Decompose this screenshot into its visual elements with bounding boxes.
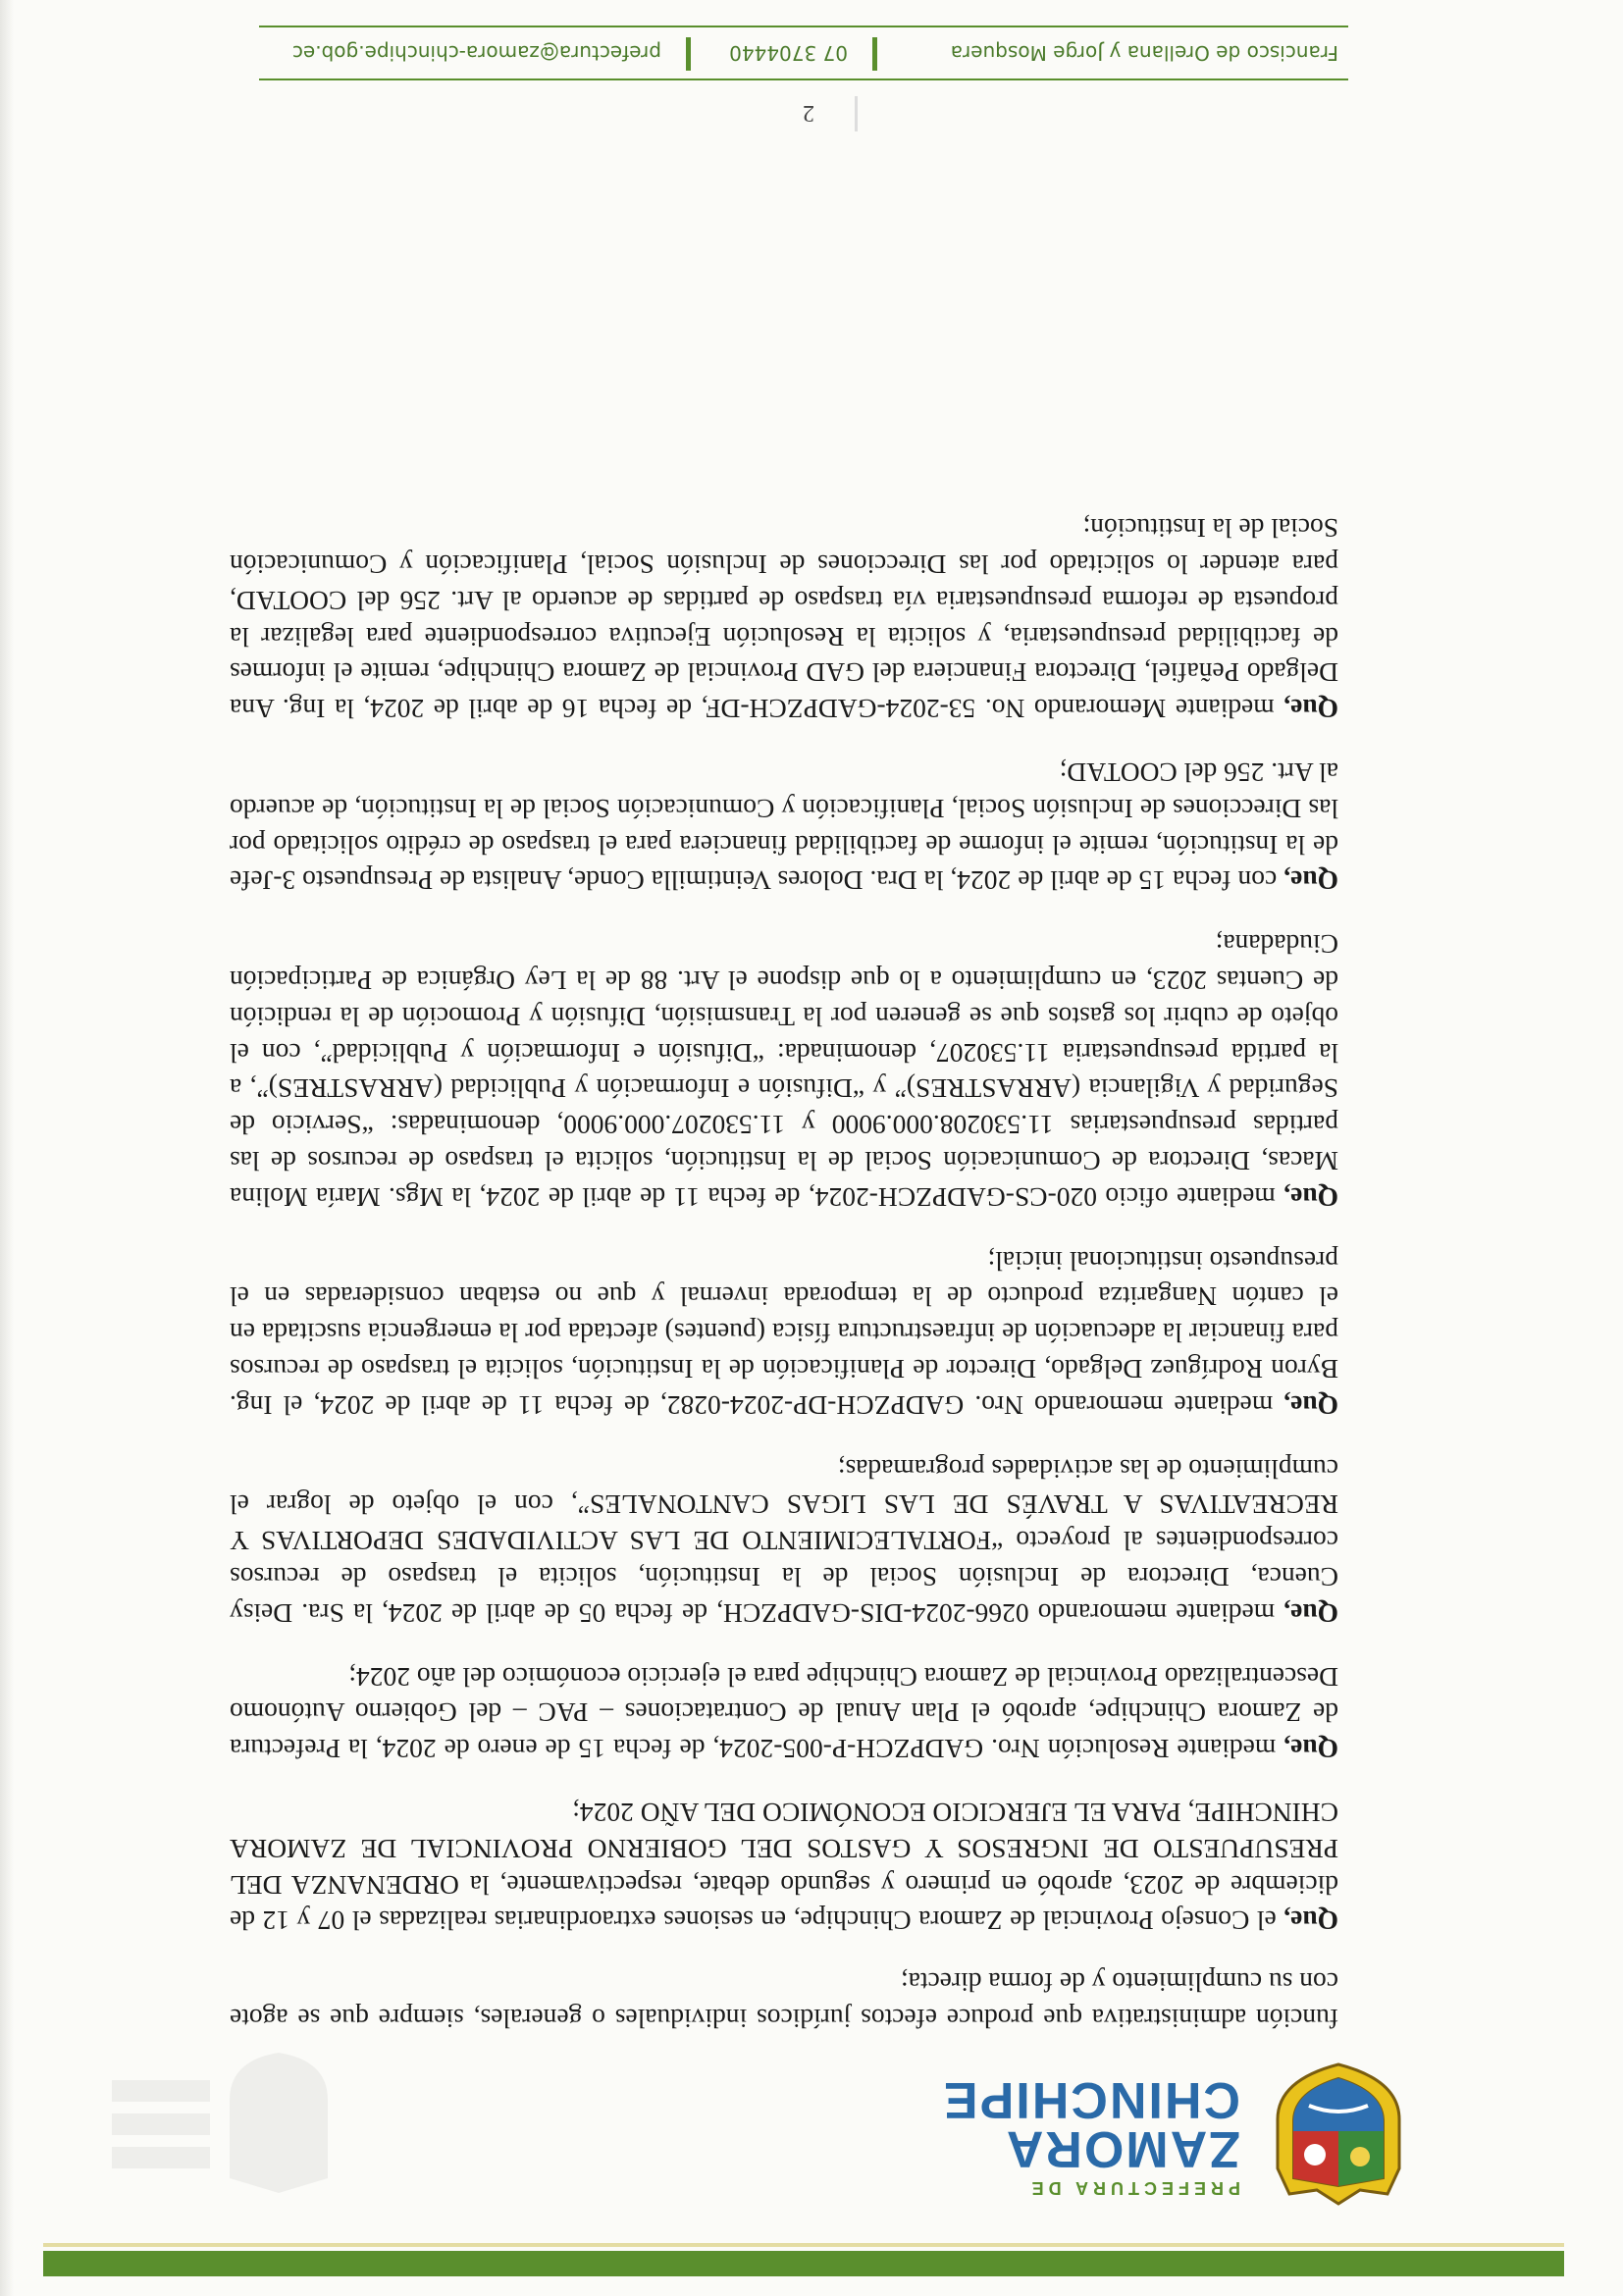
logo-chinchipe: CHINCHIPE [941, 2071, 1240, 2128]
paragraph-lead: Que, [1283, 1389, 1338, 1421]
paragraph-informe-presupuesto [230, 754, 1338, 898]
paragraph-lead: Que, [1283, 1734, 1338, 1765]
paragraph-text: mediante Memorando No. 53-2024-GADPZCH-DF, de fecha 16 de abril de 2024, la Ing. Ana Delgado Peñafiel, Directora Financiera del GAD Provincial de Zamora Chinchipe, remite el informes de factibilidad presupuestaria, y solicita la Resolución Ejecutiva correspondiente para legalizar la propuesta de reforma presupuestaria vía traspaso de partidas de acuerdo al Art. 256 del COOTAD, para atender lo solicitado por las Direcciones de Inclusión Social, Planificación y Comunicación Social de la Institución; [230, 513, 1338, 725]
document-body [230, 483, 1338, 2036]
footer-top-rule [259, 78, 1348, 80]
footer [269, 22, 1338, 80]
paragraph-lead: Que, [1283, 1181, 1338, 1213]
paragraph-lead: Que, [1283, 865, 1338, 897]
bleed-through-logo-icon [102, 2051, 347, 2198]
footer-separator [872, 37, 877, 71]
page-edge-shadow [0, 0, 14, 2296]
page-number-mark [855, 96, 858, 131]
paragraph-text: el Consejo Provincial de Zamora Chinchipe, en sesiones extraordinarias realizadas el 07 y 12 de diciembre de 2023, aprobó en primero y segundo debate, respectivamente, la ORDENANZA DEL PRESUPUESTO DE INGRESOS Y GASTOS DEL GOBIERNO PROVINCIAL DE ZAMORA CHINCHIPE, PARA EL EJERCICIO ECONÓMICO DEL AÑO 2024; [230, 1798, 1338, 1937]
paragraph-oficio-comunicacion [230, 925, 1338, 1214]
paragraph-lead: Que, [1283, 1905, 1338, 1937]
paragraph-intro [230, 1963, 1338, 2036]
header-accent-strip [43, 2243, 1564, 2247]
paragraph-text: función administrativa que produce efectos jurídicos individuales o generales, siempre que se agote con su cumplimiento y de forma directa; [230, 1967, 1338, 2034]
header-green-bar [43, 2251, 1564, 2276]
paragraph-text: mediante memorando Nro. GADPZCH-DP-2024-0282, de fecha 11 de abril de 2024, el Ing. Byron Rodríguez Delgado, Director de Planificación de la Institución, solicita el traspaso de recursos para financiar la adecuación de infraestructura física (puentes) afectada por la emergencia suscitada en el cantón Nangaritza producto de la temporada invernal y que no estaban consideradas en el presupuesto institucional inicial; [230, 1245, 1338, 1421]
paragraph-lead: Que, [1283, 1597, 1338, 1629]
logo-prefectura-de: PREFECTURA DE [1026, 2178, 1240, 2198]
prefectura-logo [818, 2061, 1407, 2208]
logo-zamora: ZAMORA [1004, 2120, 1240, 2177]
paragraph-memorando-planificacion [230, 1242, 1338, 1423]
footer-address: Francisco de Orellana y Jorge Mosquera [950, 41, 1338, 65]
paragraph-text: con fecha 15 de abril de 2024, la Dra. Dolores Veintimilla Conde, Analista de Presupuesto 3-Jefe de la Institución, remite el informe de factibilidad financiera para el traspaso de crédito solicitado por las Direcciones de Inclusión Social, Planificación y Comunicación Social de la Institución, de acuerdo al Art. 256 del COOTAD; [230, 757, 1338, 897]
footer-phone: 07 3704440 [729, 41, 848, 65]
paragraph-text: mediante oficio 020-CS-GADPZCH-2024, de fecha 11 de abril de 2024, la Mgs. María Molina Macas, Directora de Comunicación Social de la Institución, solicita el traspaso de recursos de las partidas presupuestarias 11.530208.000.9000 y 11.530207.000.9000, denominadas: “Servicio de Seguridad y Vigilancia (ARRASTRES)” y “Difusión e Información y Publicidad (ARRASTRES)”, a la partida presupuestaria 11.530207, denominada: “Difusión e Información y Publicidad”, con el objeto de cubrir los gastos que se generen por la Transmisión, Difusión y Promoción de la rendición de Cuentas 2023, en cumplimiento a lo que dispone el Art. 88 de la Ley Orgánica de Participación Ciudadana; [230, 929, 1338, 1213]
paragraph-consejo [230, 1794, 1338, 1938]
paragraph-memorando-inclusion [230, 1450, 1338, 1631]
footer-email: prefectura@zamora-chinchipe.gob.ec [291, 41, 661, 65]
paragraph-text: mediante memorando 0266-2024-DIS-GADPZCH, de fecha 05 de abril de 2024, la Sra. Deisy Cuenca, Directora de Inclusión Social de la Institución, solicita el traspaso de recursos correspondientes al proyecto “FORTALECIMIENTO DE LAS ACTIVIDADES DEPORTIVAS Y RECREATIVAS A TRAVÉS DE LAS LIGAS CANTONALES”, con el objeto de lograr el cumplimiento de las actividades programadas; [230, 1453, 1338, 1629]
coat-of-arms-icon [1270, 2061, 1407, 2208]
page-number: 2 [803, 100, 814, 126]
paragraph-lead: Que, [1283, 694, 1338, 725]
footer-separator [686, 37, 691, 71]
footer-bottom-rule [259, 26, 1348, 27]
paragraph-memorando-financiera [230, 510, 1338, 727]
paragraph-resolucion [230, 1658, 1338, 1766]
paragraph-text: mediante Resolución Nro. GADPZCH-P-005-2024, de fecha 15 de enero de 2024, la Prefectura de Zamora Chinchipe, aprobó el Plan Anual de Contrataciones – PAC – del Gobierno Autónomo Descentralizado Provincial de Zamora Chinchipe para el ejercicio económico del año 2024; [230, 1661, 1338, 1765]
